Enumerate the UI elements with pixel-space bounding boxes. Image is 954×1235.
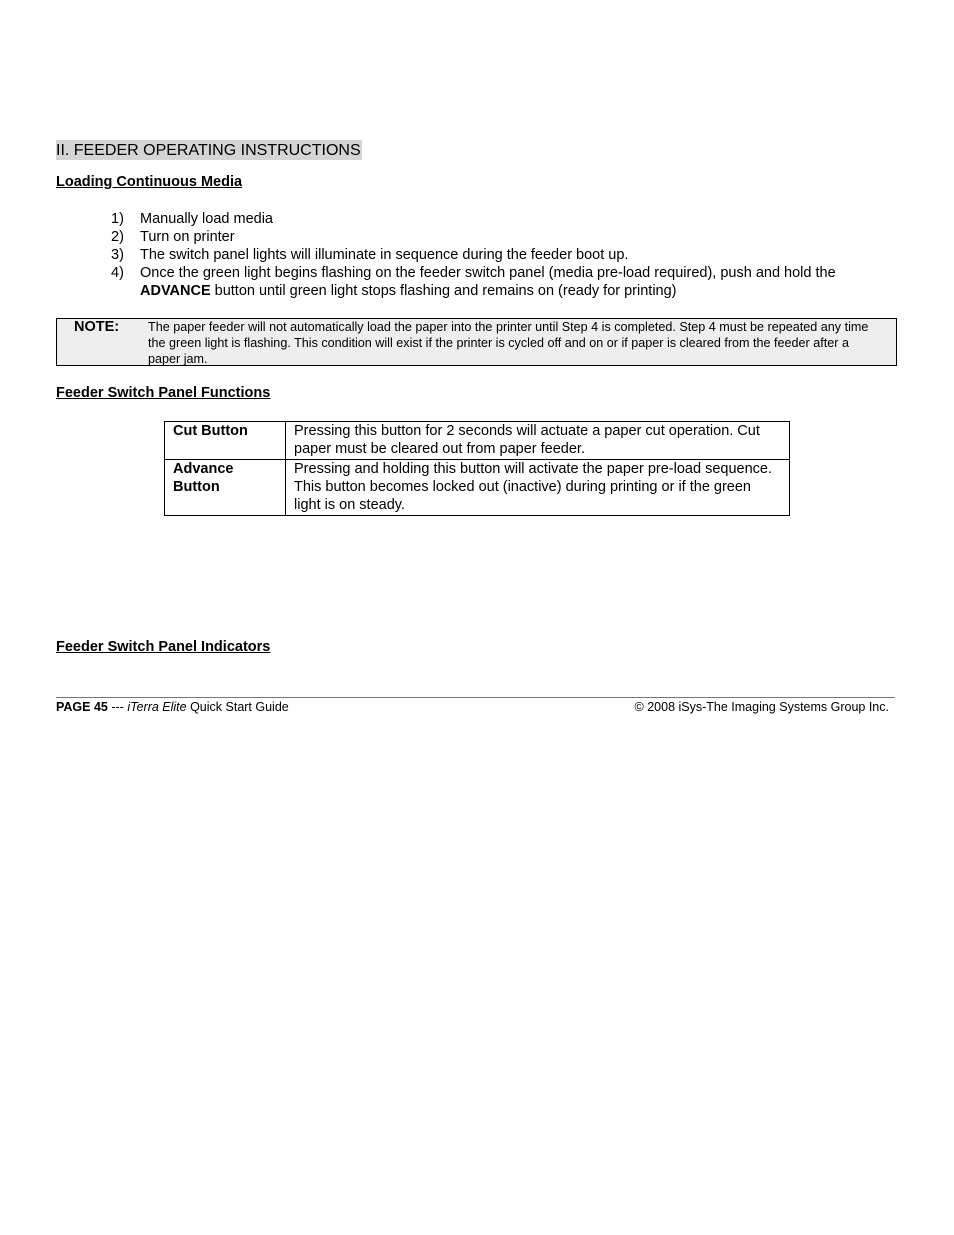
functions-heading: Feeder Switch Panel Functions [56,385,271,401]
section-title: II. FEEDER OPERATING INSTRUCTIONS [56,142,361,159]
step-text: The switch panel lights will illuminate in sequence during the feeder boot up. [140,247,629,263]
function-key: Advance Button [165,460,286,516]
function-key: Cut Button [165,422,286,460]
footer-divider [56,697,895,698]
step-text-after: button until green light stops flashing and remains on (ready for printing) [210,283,677,299]
table-row [165,422,790,460]
table-row [165,460,790,516]
step-text: Turn on printer [140,229,235,245]
product-name: iTerra Elite [127,700,187,714]
loading-steps-list [111,210,901,300]
guide-name: Quick Start Guide [186,700,289,714]
function-desc: Pressing this button for 2 seconds will actuate a paper cut operation. Cut paper must be cleared out from paper feeder. [286,422,790,460]
step-text-before: Once the green light begins flashing on the feeder switch panel (media pre-load required), push and hold the [140,265,836,281]
page-number: PAGE 45 [56,700,108,714]
list-item [111,228,901,246]
footer-copyright: © 2008 iSys-The Imaging Systems Group Inc. [634,700,889,714]
step-text [140,264,901,300]
loading-media-heading: Loading Continuous Media [56,174,243,190]
step-number: 1) [111,211,124,227]
list-item [111,246,901,264]
footer-separator: --- [107,700,128,714]
note-label: NOTE: [74,319,120,335]
step-number: 4) [111,265,124,281]
functions-table [164,421,790,516]
list-item [111,210,901,228]
step-text: Manually load media [140,211,273,227]
step-number: 3) [111,247,124,263]
function-desc: Pressing and holding this button will activate the paper pre-load sequence. This button becomes locked out (inactive) during printing or if the green light is on steady. [286,460,790,516]
step-number: 2) [111,229,124,245]
advance-keyword: ADVANCE [140,283,211,299]
indicators-heading: Feeder Switch Panel Indicators [56,639,271,655]
footer-page-info [56,700,289,714]
list-item [111,264,901,300]
note-text: The paper feeder will not automatically load the paper into the printer until Step 4 is completed. Step 4 must be repeated any time the green light is flashing. This condition will exist if the printer is cycled off and on or if paper is cleared from the feeder after a paper jam. [148,320,869,366]
note-box [56,318,897,366]
